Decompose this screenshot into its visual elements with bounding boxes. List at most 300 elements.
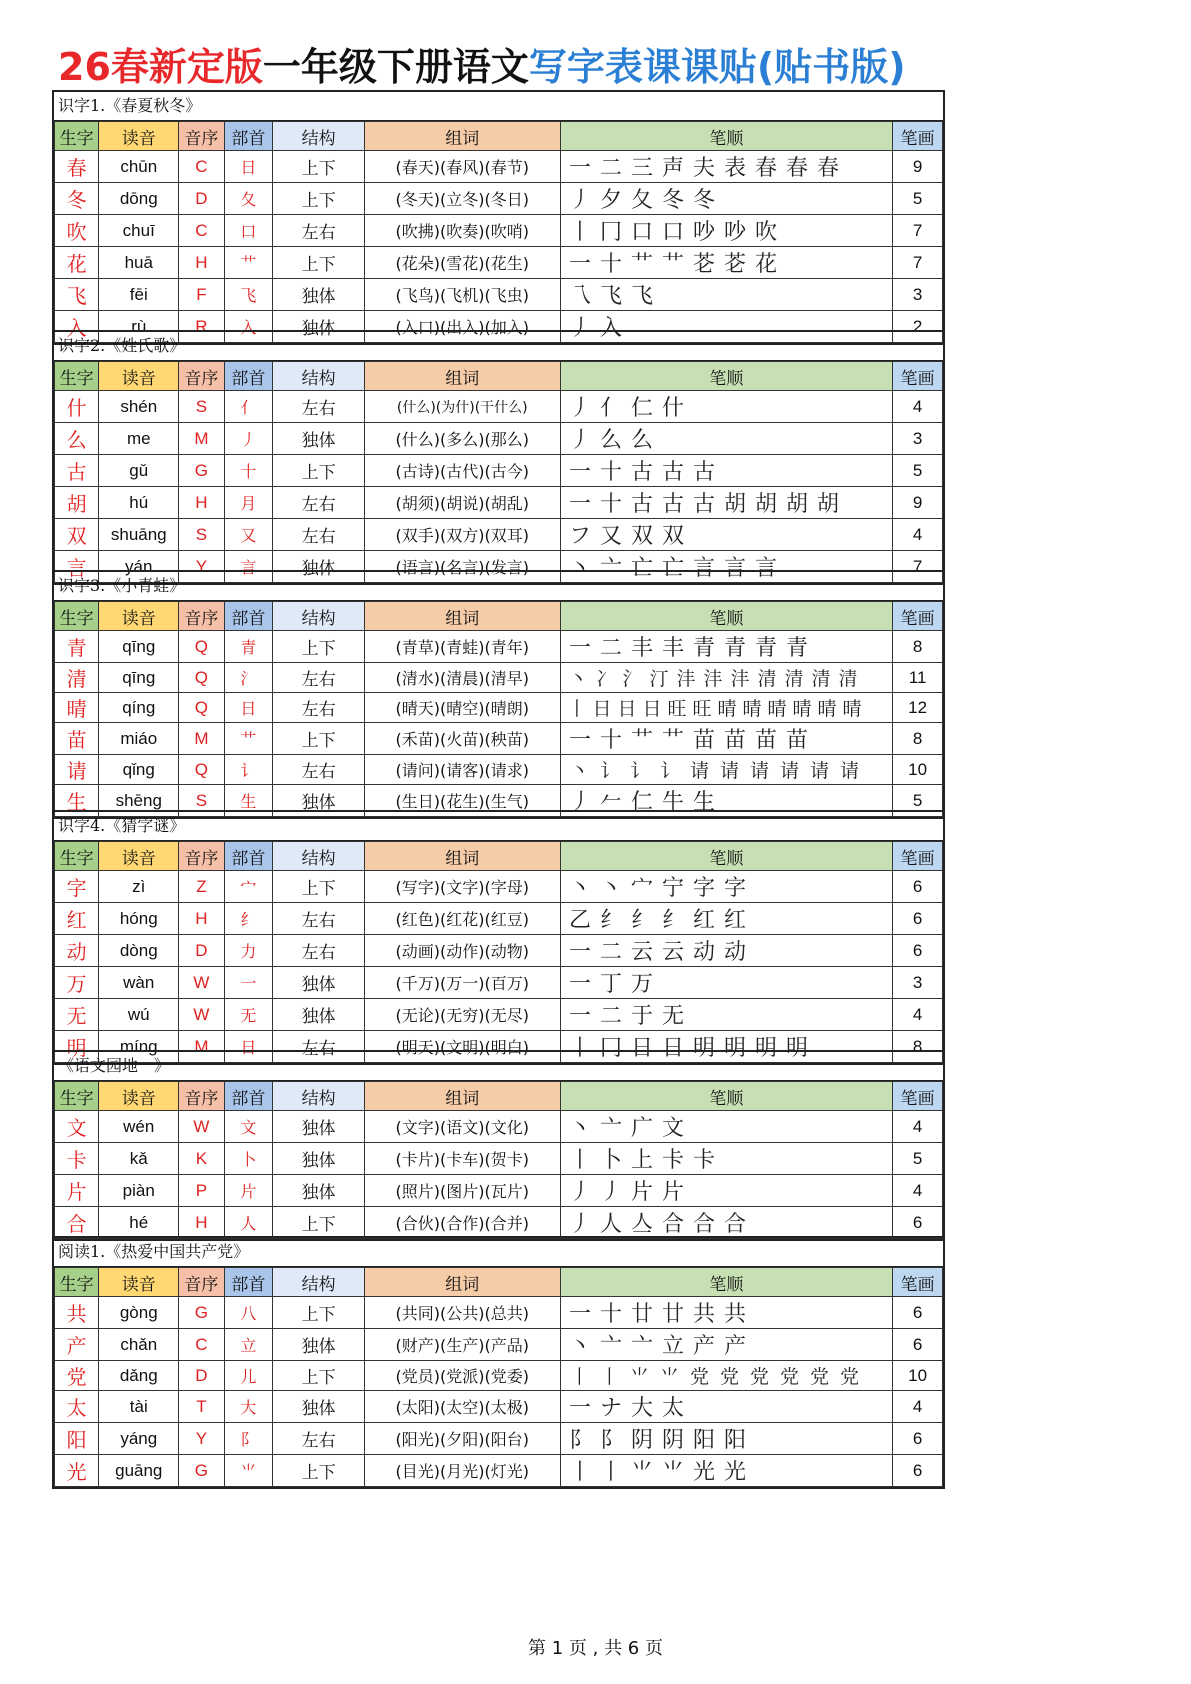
stroke-count-cell: 8 bbox=[893, 631, 943, 663]
stroke-step: 十 bbox=[600, 252, 623, 277]
char-cell: 春 bbox=[55, 151, 99, 183]
table-row bbox=[55, 519, 943, 551]
stroke-step: 口 bbox=[631, 220, 654, 245]
char-cell: 飞 bbox=[55, 279, 99, 311]
header-count: 笔画 bbox=[893, 362, 943, 391]
header-char: 生字 bbox=[55, 1268, 99, 1297]
stroke-order-cell bbox=[560, 487, 893, 519]
radical-cell: 青 bbox=[224, 631, 273, 663]
stroke-step: 丰 bbox=[631, 636, 654, 661]
structure-cell: 独体 bbox=[273, 1329, 365, 1361]
pinyin-cell: dòng bbox=[99, 935, 179, 967]
stroke-step: 阝 bbox=[569, 1428, 592, 1453]
stroke-step: 入 bbox=[600, 316, 623, 341]
order-cell: G bbox=[179, 1297, 224, 1329]
stroke-step: 丿 bbox=[569, 316, 592, 341]
char-cell: 胡 bbox=[55, 487, 99, 519]
structure-cell: 左右 bbox=[273, 903, 365, 935]
stroke-order-cell bbox=[560, 999, 893, 1031]
header-order: 音序 bbox=[179, 1082, 224, 1111]
pinyin-cell: wén bbox=[99, 1111, 179, 1143]
table-row bbox=[55, 935, 943, 967]
char-cell: 动 bbox=[55, 935, 99, 967]
radical-cell: 又 bbox=[224, 519, 273, 551]
page-footer: 第 1 页 , 共 6 页 bbox=[528, 1638, 663, 1659]
char-cell: 请 bbox=[55, 755, 99, 785]
stroke-count-cell: 6 bbox=[893, 1297, 943, 1329]
stroke-order-cell bbox=[560, 183, 893, 215]
stroke-step: 宀 bbox=[631, 876, 654, 901]
structure-cell: 上下 bbox=[273, 631, 365, 663]
order-cell: Q bbox=[179, 631, 224, 663]
title-part-kind: 写字表课课贴(贴书版) bbox=[528, 45, 906, 89]
order-cell: P bbox=[179, 1175, 224, 1207]
header-char: 生字 bbox=[55, 362, 99, 391]
radical-cell: 力 bbox=[224, 935, 273, 967]
radical-cell: 讠 bbox=[224, 755, 273, 785]
table-header-row bbox=[55, 602, 943, 631]
radical-cell: 亻 bbox=[224, 391, 273, 423]
stroke-count-cell: 11 bbox=[893, 663, 943, 693]
page-title bbox=[58, 36, 906, 90]
pinyin-cell: kǎ bbox=[99, 1143, 179, 1175]
stroke-step: 十 bbox=[600, 728, 623, 753]
stroke-step: 春 bbox=[755, 156, 778, 181]
structure-cell: 独体 bbox=[273, 1175, 365, 1207]
table-row bbox=[55, 871, 943, 903]
stroke-step: 请 bbox=[840, 760, 860, 782]
header-radical: 部首 bbox=[224, 1268, 273, 1297]
stroke-step: 一 bbox=[569, 492, 592, 517]
order-cell: F bbox=[179, 279, 224, 311]
words-cell: (请问)(请客)(请求) bbox=[365, 755, 561, 785]
words-cell: (写字)(文字)(字母) bbox=[365, 871, 561, 903]
lesson-table bbox=[54, 841, 943, 1063]
stroke-step: 双 bbox=[631, 524, 654, 549]
stroke-step: 冬 bbox=[693, 188, 716, 213]
structure-cell: 独体 bbox=[273, 1143, 365, 1175]
stroke-order-cell bbox=[560, 1329, 893, 1361]
char-cell: 共 bbox=[55, 1297, 99, 1329]
stroke-step: 亡 bbox=[631, 556, 654, 581]
char-cell: 明 bbox=[55, 1031, 99, 1063]
structure-cell: 独体 bbox=[273, 311, 365, 343]
stroke-step: 请 bbox=[720, 760, 740, 782]
stroke-step: 纟 bbox=[662, 908, 685, 933]
stroke-step: 字 bbox=[693, 876, 716, 901]
radical-cell: 丿 bbox=[224, 423, 273, 455]
radical-cell: 日 bbox=[224, 151, 273, 183]
pinyin-cell: míng bbox=[99, 1031, 179, 1063]
pinyin-cell: wàn bbox=[99, 967, 179, 999]
words-cell: (财产)(生产)(产品) bbox=[365, 1329, 561, 1361]
lesson-table bbox=[54, 361, 943, 583]
stroke-order-cell bbox=[560, 967, 893, 999]
words-cell: (春天)(春风)(春节) bbox=[365, 151, 561, 183]
stroke-step: 沣 bbox=[703, 668, 723, 690]
stroke-count-cell: 6 bbox=[893, 1423, 943, 1455]
order-cell: D bbox=[179, 183, 224, 215]
header-words: 组词 bbox=[365, 1268, 561, 1297]
char-cell: 言 bbox=[55, 551, 99, 583]
char-cell: 万 bbox=[55, 967, 99, 999]
stroke-step: 古 bbox=[662, 492, 685, 517]
radical-cell: 立 bbox=[224, 1329, 273, 1361]
pinyin-cell: qīng bbox=[99, 663, 179, 693]
stroke-step: 丨 bbox=[600, 1366, 620, 1388]
radical-cell: 儿 bbox=[224, 1361, 273, 1391]
char-cell: 双 bbox=[55, 519, 99, 551]
header-pinyin: 读音 bbox=[99, 842, 179, 871]
stroke-step: 党 bbox=[810, 1366, 830, 1388]
char-cell: 片 bbox=[55, 1175, 99, 1207]
pinyin-cell: rù bbox=[99, 311, 179, 343]
table-header-row bbox=[55, 1268, 943, 1297]
stroke-step: 红 bbox=[724, 908, 747, 933]
stroke-step: 二 bbox=[600, 1004, 623, 1029]
radical-cell: 夂 bbox=[224, 183, 273, 215]
stroke-step: 丨 bbox=[569, 1148, 592, 1173]
char-cell: 字 bbox=[55, 871, 99, 903]
order-cell: D bbox=[179, 1361, 224, 1391]
stroke-step: 明 bbox=[693, 1036, 716, 1061]
stroke-count-cell: 6 bbox=[893, 1455, 943, 1487]
header-words: 组词 bbox=[365, 1082, 561, 1111]
char-cell: 入 bbox=[55, 311, 99, 343]
stroke-step: 苗 bbox=[724, 728, 747, 753]
stroke-step: 日 bbox=[592, 698, 612, 720]
words-cell: (动画)(动作)(动物) bbox=[365, 935, 561, 967]
stroke-order-cell bbox=[560, 693, 893, 723]
char-cell: 么 bbox=[55, 423, 99, 455]
pinyin-cell: zì bbox=[99, 871, 179, 903]
stroke-step: 言 bbox=[724, 556, 747, 581]
structure-cell: 左右 bbox=[273, 391, 365, 423]
stroke-order-cell bbox=[560, 1175, 893, 1207]
order-cell: T bbox=[179, 1391, 224, 1423]
pinyin-cell: tài bbox=[99, 1391, 179, 1423]
header-count: 笔画 bbox=[893, 122, 943, 151]
stroke-step: 字 bbox=[724, 876, 747, 901]
stroke-order-cell bbox=[560, 903, 893, 935]
structure-cell: 独体 bbox=[273, 423, 365, 455]
radical-cell: 纟 bbox=[224, 903, 273, 935]
radical-cell: 入 bbox=[224, 311, 273, 343]
stroke-step: 夫 bbox=[693, 156, 716, 181]
header-char: 生字 bbox=[55, 1082, 99, 1111]
stroke-step: 晴 bbox=[742, 698, 762, 720]
pinyin-cell: dōng bbox=[99, 183, 179, 215]
stroke-step: 动 bbox=[693, 940, 716, 965]
structure-cell: 独体 bbox=[273, 1111, 365, 1143]
stroke-step: 清 bbox=[811, 668, 831, 690]
lesson-title: 《语文园地一》 bbox=[54, 1052, 943, 1081]
stroke-step: 党 bbox=[840, 1366, 860, 1388]
stroke-step: 十 bbox=[600, 492, 623, 517]
radical-cell: 十 bbox=[224, 455, 273, 487]
stroke-step: 阳 bbox=[724, 1428, 747, 1453]
stroke-count-cell: 12 bbox=[893, 693, 943, 723]
stroke-step: 古 bbox=[693, 492, 716, 517]
stroke-step: ⺌ bbox=[662, 1460, 685, 1485]
stroke-step: 廿 bbox=[631, 1302, 654, 1327]
stroke-count-cell: 4 bbox=[893, 1111, 943, 1143]
stroke-count-cell: 5 bbox=[893, 455, 943, 487]
table-row bbox=[55, 1175, 943, 1207]
pinyin-cell: qīng bbox=[99, 631, 179, 663]
stroke-order-cell bbox=[560, 1423, 893, 1455]
stroke-step: 春 bbox=[817, 156, 840, 181]
table-row bbox=[55, 215, 943, 247]
char-cell: 青 bbox=[55, 631, 99, 663]
stroke-step: 丨 bbox=[569, 1460, 592, 1485]
radical-cell: 月 bbox=[224, 487, 273, 519]
table-header-row bbox=[55, 122, 943, 151]
char-cell: 光 bbox=[55, 1455, 99, 1487]
stroke-order-cell bbox=[560, 215, 893, 247]
stroke-step: 丶 bbox=[569, 876, 592, 901]
header-strokes: 笔顺 bbox=[560, 122, 893, 151]
stroke-step: 冫 bbox=[595, 668, 615, 690]
stroke-step: 艹 bbox=[631, 252, 654, 277]
table-row bbox=[55, 391, 943, 423]
pinyin-cell: fēi bbox=[99, 279, 179, 311]
char-cell: 阳 bbox=[55, 1423, 99, 1455]
structure-cell: 独体 bbox=[273, 999, 365, 1031]
table-row bbox=[55, 723, 943, 755]
pinyin-cell: huā bbox=[99, 247, 179, 279]
stroke-step: 旺 bbox=[667, 698, 687, 720]
header-count: 笔画 bbox=[893, 602, 943, 631]
stroke-step: 卜 bbox=[600, 1148, 623, 1173]
table-row bbox=[55, 487, 943, 519]
header-count: 笔画 bbox=[893, 1082, 943, 1111]
stroke-step: 夕 bbox=[600, 188, 623, 213]
stroke-step: 阳 bbox=[693, 1428, 716, 1453]
stroke-step: 丿 bbox=[569, 396, 592, 421]
order-cell: M bbox=[179, 723, 224, 755]
table-row bbox=[55, 1361, 943, 1391]
radical-cell: 无 bbox=[224, 999, 273, 1031]
char-cell: 合 bbox=[55, 1207, 99, 1239]
stroke-step: 廿 bbox=[662, 1302, 685, 1327]
header-structure: 结构 bbox=[273, 602, 365, 631]
stroke-step: 一 bbox=[569, 636, 592, 661]
radical-cell: 宀 bbox=[224, 871, 273, 903]
order-cell: C bbox=[179, 1329, 224, 1361]
stroke-step: 卡 bbox=[662, 1148, 685, 1173]
stroke-step: 芲 bbox=[693, 252, 716, 277]
header-radical: 部首 bbox=[224, 362, 273, 391]
lesson-title: 识字1.《春夏秋冬》 bbox=[54, 92, 943, 121]
radical-cell: 口 bbox=[224, 215, 273, 247]
pinyin-cell: shēng bbox=[99, 785, 179, 817]
order-cell: S bbox=[179, 519, 224, 551]
pinyin-cell: dǎng bbox=[99, 1361, 179, 1391]
stroke-step: 文 bbox=[662, 1116, 685, 1141]
order-cell: Z bbox=[179, 871, 224, 903]
structure-cell: 上下 bbox=[273, 1207, 365, 1239]
stroke-step: 一 bbox=[569, 1396, 592, 1421]
stroke-step: 仁 bbox=[631, 396, 654, 421]
radical-cell: 日 bbox=[224, 693, 273, 723]
stroke-step: 清 bbox=[838, 668, 858, 690]
stroke-step: ⺌ bbox=[630, 1366, 650, 1388]
lesson-title: 识字4.《猜字谜》 bbox=[54, 812, 943, 841]
stroke-step: 言 bbox=[755, 556, 778, 581]
pinyin-cell: yáng bbox=[99, 1423, 179, 1455]
stroke-step: 丨 bbox=[569, 220, 592, 245]
stroke-step: 又 bbox=[600, 524, 623, 549]
structure-cell: 上下 bbox=[273, 1297, 365, 1329]
table-row bbox=[55, 423, 943, 455]
stroke-step: 二 bbox=[600, 940, 623, 965]
stroke-step: 明 bbox=[786, 1036, 809, 1061]
structure-cell: 左右 bbox=[273, 663, 365, 693]
stroke-order-cell bbox=[560, 391, 893, 423]
title-part-book: 一年级下册语文 bbox=[262, 45, 529, 89]
table-row bbox=[55, 1329, 943, 1361]
stroke-order-cell bbox=[560, 871, 893, 903]
stroke-step: 青 bbox=[755, 636, 778, 661]
table-row bbox=[55, 1111, 943, 1143]
stroke-step: 丿 bbox=[569, 790, 592, 815]
stroke-step: 胡 bbox=[755, 492, 778, 517]
order-cell: M bbox=[179, 1031, 224, 1063]
words-cell: (阳光)(夕阳)(阳台) bbox=[365, 1423, 561, 1455]
header-char: 生字 bbox=[55, 602, 99, 631]
table-row bbox=[55, 1207, 943, 1239]
header-structure: 结构 bbox=[273, 362, 365, 391]
stroke-step: 冬 bbox=[662, 188, 685, 213]
structure-cell: 上下 bbox=[273, 247, 365, 279]
table-row bbox=[55, 755, 943, 785]
header-structure: 结构 bbox=[273, 1268, 365, 1297]
words-cell: (冬天)(立冬)(冬日) bbox=[365, 183, 561, 215]
stroke-step: 春 bbox=[786, 156, 809, 181]
stroke-step: 立 bbox=[662, 1334, 685, 1359]
order-cell: S bbox=[179, 785, 224, 817]
char-cell: 古 bbox=[55, 455, 99, 487]
structure-cell: 左右 bbox=[273, 487, 365, 519]
pinyin-cell: shén bbox=[99, 391, 179, 423]
structure-cell: 独体 bbox=[273, 1391, 365, 1423]
stroke-step: 阝 bbox=[600, 1428, 623, 1453]
stroke-step: 飞 bbox=[600, 284, 623, 309]
structure-cell: 左右 bbox=[273, 693, 365, 723]
stroke-order-cell bbox=[560, 1391, 893, 1423]
stroke-step: 光 bbox=[724, 1460, 747, 1485]
words-cell: (照片)(图片)(瓦片) bbox=[365, 1175, 561, 1207]
stroke-step: 明 bbox=[755, 1036, 778, 1061]
stroke-step: 动 bbox=[724, 940, 747, 965]
header-pinyin: 读音 bbox=[99, 362, 179, 391]
stroke-step: 大 bbox=[631, 1396, 654, 1421]
stroke-order-cell bbox=[560, 723, 893, 755]
order-cell: Q bbox=[179, 693, 224, 723]
header-strokes: 笔顺 bbox=[560, 842, 893, 871]
stroke-step: 阴 bbox=[662, 1428, 685, 1453]
stroke-step: 片 bbox=[631, 1180, 654, 1205]
stroke-step: 言 bbox=[693, 556, 716, 581]
table-header-row bbox=[55, 362, 943, 391]
order-cell: H bbox=[179, 487, 224, 519]
char-cell: 生 bbox=[55, 785, 99, 817]
header-order: 音序 bbox=[179, 1268, 224, 1297]
structure-cell: 左右 bbox=[273, 1031, 365, 1063]
header-strokes: 笔顺 bbox=[560, 602, 893, 631]
order-cell: W bbox=[179, 999, 224, 1031]
stroke-step: 太 bbox=[662, 1396, 685, 1421]
stroke-step: 无 bbox=[662, 1004, 685, 1029]
stroke-step: 丨 bbox=[600, 1460, 623, 1485]
lesson-table bbox=[54, 121, 943, 343]
table-row bbox=[55, 903, 943, 935]
radical-cell: 艹 bbox=[224, 247, 273, 279]
stroke-step: 党 bbox=[780, 1366, 800, 1388]
stroke-step: 乙 bbox=[569, 908, 592, 933]
header-words: 组词 bbox=[365, 842, 561, 871]
stroke-step: 云 bbox=[631, 940, 654, 965]
char-cell: 苗 bbox=[55, 723, 99, 755]
stroke-step: 吵 bbox=[724, 220, 747, 245]
table-row bbox=[55, 1143, 943, 1175]
stroke-step: 亠 bbox=[631, 1334, 654, 1359]
words-cell: (什么)(为什)(干什么) bbox=[365, 391, 561, 423]
stroke-step: 一 bbox=[569, 972, 592, 997]
words-cell: (语言)(名言)(发言) bbox=[365, 551, 561, 583]
pinyin-cell: miáo bbox=[99, 723, 179, 755]
stroke-step: 十 bbox=[600, 1302, 623, 1327]
stroke-step: 沣 bbox=[730, 668, 750, 690]
pinyin-cell: hé bbox=[99, 1207, 179, 1239]
stroke-step: 丿 bbox=[600, 1180, 623, 1205]
header-order: 音序 bbox=[179, 842, 224, 871]
header-pinyin: 读音 bbox=[99, 1268, 179, 1297]
stroke-step: 吵 bbox=[693, 220, 716, 245]
header-radical: 部首 bbox=[224, 842, 273, 871]
stroke-step: 合 bbox=[724, 1212, 747, 1237]
stroke-step: 共 bbox=[693, 1302, 716, 1327]
stroke-step: 么 bbox=[631, 428, 654, 453]
structure-cell: 左右 bbox=[273, 935, 365, 967]
stroke-step: 丨 bbox=[569, 1036, 592, 1061]
char-cell: 花 bbox=[55, 247, 99, 279]
stroke-count-cell: 4 bbox=[893, 999, 943, 1031]
stroke-order-cell bbox=[560, 755, 893, 785]
stroke-step: 晴 bbox=[817, 698, 837, 720]
stroke-step: 一 bbox=[569, 940, 592, 965]
stroke-step: 吹 bbox=[755, 220, 778, 245]
stroke-step: 仁 bbox=[631, 790, 654, 815]
stroke-count-cell: 7 bbox=[893, 247, 943, 279]
words-cell: (禾苗)(火苗)(秧苗) bbox=[365, 723, 561, 755]
stroke-order-cell bbox=[560, 1207, 893, 1239]
table-row bbox=[55, 279, 943, 311]
stroke-order-cell bbox=[560, 663, 893, 693]
lesson-block bbox=[52, 330, 945, 585]
order-cell: H bbox=[179, 1207, 224, 1239]
stroke-count-cell: 7 bbox=[893, 551, 943, 583]
stroke-step: 胡 bbox=[724, 492, 747, 517]
words-cell: (卡片)(卡车)(贺卡) bbox=[365, 1143, 561, 1175]
order-cell: D bbox=[179, 935, 224, 967]
radical-cell: 人 bbox=[224, 1207, 273, 1239]
stroke-order-cell bbox=[560, 1143, 893, 1175]
char-cell: 无 bbox=[55, 999, 99, 1031]
stroke-count-cell: 5 bbox=[893, 1143, 943, 1175]
stroke-step: 晴 bbox=[767, 698, 787, 720]
